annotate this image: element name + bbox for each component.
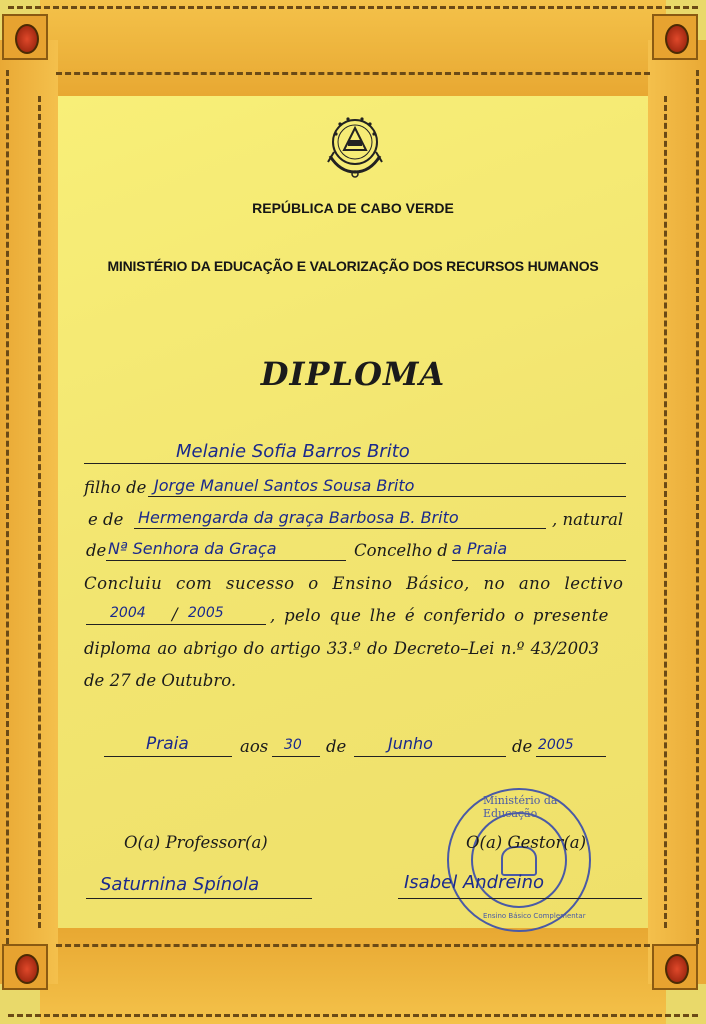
completed-text: Concluiu com sucesso o Ensino Básico, no ano lectivo <box>84 574 624 593</box>
county: a Praia <box>452 539 508 558</box>
de-label: de <box>512 737 533 756</box>
corner-ornament <box>2 14 48 60</box>
fill-line <box>272 756 320 757</box>
frame-dashed-line <box>38 96 41 928</box>
frame-dashed-line <box>8 6 698 9</box>
red-gem-icon <box>665 954 689 984</box>
fill-line <box>452 560 626 561</box>
teacher-label: O(a) Professor(a) <box>124 833 268 852</box>
fill-line <box>536 756 606 757</box>
diploma-title: DIPLOMA <box>260 355 446 393</box>
red-gem-icon <box>665 24 689 54</box>
date-month: Junho <box>388 734 433 753</box>
stamp-top-text: Ministério da Educação <box>483 794 558 820</box>
fill-line <box>148 496 626 497</box>
fill-line <box>134 528 546 529</box>
conferred-text: , pelo que lhe é conferido o presente <box>270 606 609 625</box>
frame-dashed-line <box>8 1014 698 1017</box>
signature-line <box>398 898 642 899</box>
ministry-heading: MINISTÉRIO DA EDUCAÇÃO E VALORIZAÇÃO DOS RECURSOS HUMANOS <box>107 258 599 274</box>
frame-dashed-line <box>56 72 650 75</box>
father-name: Jorge Manuel Santos Sousa Brito <box>154 476 415 495</box>
legal-text-line2: de 27 de Outubro. <box>84 671 237 690</box>
birthplace: Nª Senhora da Graça <box>108 539 277 558</box>
year-separator: / <box>172 605 178 624</box>
corner-ornament <box>652 14 698 60</box>
year-end: 2005 <box>188 605 224 621</box>
de-label: de <box>326 737 347 756</box>
date-day: 30 <box>284 737 302 753</box>
fill-line <box>86 624 266 625</box>
signature-line <box>86 898 312 899</box>
red-gem-icon <box>15 24 39 54</box>
republic-heading: REPÚBLICA DE CABO VERDE <box>252 200 454 216</box>
frame-dashed-line <box>696 70 699 944</box>
frame-dashed-line <box>664 96 667 928</box>
child-of-label: filho de <box>84 478 147 497</box>
red-gem-icon <box>15 954 39 984</box>
legal-text-line1: diploma ao abrigo do artigo 33.º do Decreto–Lei n.º 43/2003 <box>84 639 600 658</box>
date-place: Praia <box>146 734 189 754</box>
stamp-bottom-text: Ensino Básico Complementar <box>483 912 586 920</box>
teacher-signature: Saturnina Spínola <box>100 874 260 895</box>
year-start: 2004 <box>110 605 146 621</box>
student-name: Melanie Sofia Barros Brito <box>176 441 410 462</box>
county-label: Concelho d <box>354 541 448 560</box>
fill-line <box>354 756 506 757</box>
official-stamp <box>447 788 591 932</box>
and-label: e de <box>88 510 124 529</box>
aos-label: aos <box>240 737 269 756</box>
mother-name: Hermengarda da graça Barbosa B. Brito <box>138 508 459 527</box>
corner-ornament <box>2 944 48 990</box>
fill-line <box>106 560 346 561</box>
fill-line <box>84 463 626 464</box>
frame-top-band <box>40 0 666 96</box>
manager-label: O(a) Gestor(a) <box>466 833 587 852</box>
frame-dashed-line <box>6 70 9 944</box>
date-year: 2005 <box>538 737 574 753</box>
of-label: de <box>86 541 107 560</box>
fill-line <box>104 756 232 757</box>
coat-of-arms-icon <box>320 112 390 178</box>
frame-bottom-band <box>40 928 666 1024</box>
corner-ornament <box>652 944 698 990</box>
natural-label: , natural <box>552 510 624 529</box>
frame-dashed-line <box>56 944 650 947</box>
manager-signature: Isabel Andreino <box>404 872 544 893</box>
